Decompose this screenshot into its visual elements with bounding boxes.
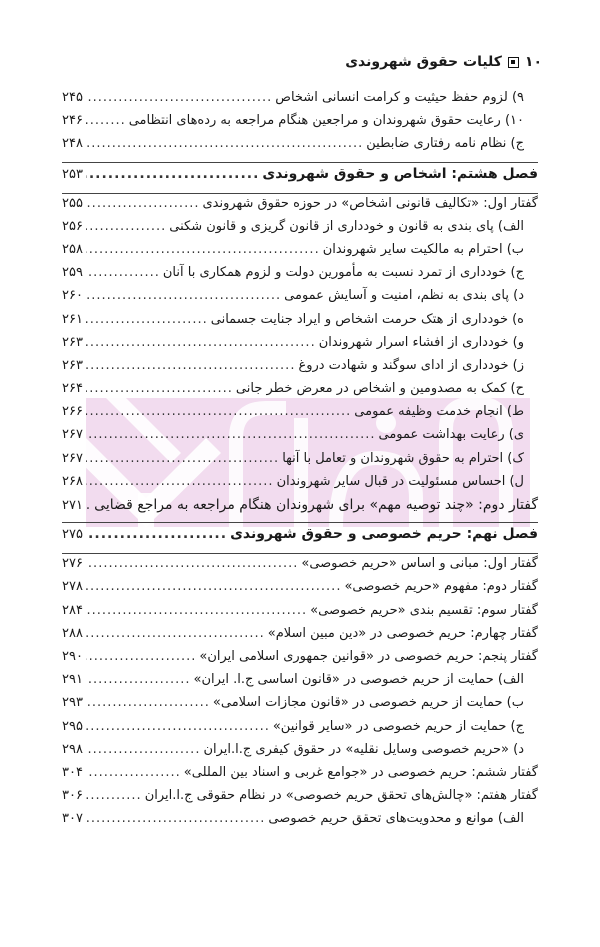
toc-entry[interactable] (62, 404, 538, 427)
toc-entry-page-number: ۲۵۹ (62, 265, 83, 281)
toc-entry-page-number: ۲۶۱ (62, 311, 83, 327)
dot-leader (86, 381, 233, 396)
toc-entry-page-number: ۲۸۴ (62, 602, 83, 618)
toc-entry-page-number: ۲۵۶ (62, 218, 83, 234)
toc-entry[interactable] (62, 649, 538, 672)
dot-leader (86, 196, 200, 211)
toc-entry[interactable] (62, 719, 538, 742)
dot-leader (86, 695, 210, 710)
toc-entry[interactable] (62, 474, 538, 497)
toc-entry[interactable] (62, 196, 538, 219)
toc-entry-title: گفتار اول: «تکالیف قانونی اشخاص» در حوزه حقوق شهروندی (202, 195, 538, 211)
dot-leader (86, 626, 265, 641)
toc-chapter-entry[interactable] (62, 166, 538, 191)
dot-leader (86, 811, 265, 826)
toc-entry-page-number: ۳۰۷ (62, 811, 83, 827)
dot-leader (86, 242, 320, 257)
toc-chapter-entry[interactable] (62, 526, 538, 551)
toc-entry-title: گفتار سوم: تقسیم بندی «حریم خصوصی» (310, 602, 538, 618)
square-target-icon (508, 57, 519, 68)
toc-entry[interactable] (62, 695, 538, 718)
header-page-number: ۱۰ (524, 54, 542, 70)
dot-leader (86, 603, 307, 618)
dot-leader (86, 497, 91, 513)
toc-entry[interactable] (62, 265, 538, 288)
dot-leader (86, 579, 342, 594)
toc-entry[interactable] (62, 811, 538, 834)
toc-entry-title: گفتار پنجم: حریم خصوصی در «قوانین جمهوری اسلامی ایران» (199, 648, 538, 664)
toc-entry-page-number: ۲۹۸ (62, 741, 83, 757)
toc-entry[interactable] (62, 358, 538, 381)
toc-entry-title: ب) احترام به مالکیت سایر شهروندان (322, 241, 524, 257)
dot-leader (86, 219, 166, 234)
toc-entry-page-number: ۲۶۷ (62, 450, 83, 466)
dot-leader (86, 742, 201, 757)
toc-entry[interactable] (62, 626, 538, 649)
toc-entry-page-number: ۲۵۸ (62, 241, 83, 257)
chapter-rule (62, 162, 538, 163)
toc-entry-page-number: ۲۵۳ (62, 166, 83, 182)
dot-leader (86, 719, 270, 734)
toc-entry-title: فصل نهم: حریم خصوصی و حقوق شهروندی (230, 526, 538, 543)
dot-leader (86, 358, 296, 373)
toc-entry[interactable] (62, 765, 538, 788)
dot-leader (86, 404, 351, 419)
toc-entry-page-number: ۲۴۵ (62, 90, 83, 105)
running-header (345, 54, 542, 70)
dot-leader (86, 113, 126, 128)
dot-leader (86, 649, 196, 664)
dot-leader (86, 765, 181, 780)
toc-entry-page-number: ۲۹۳ (62, 695, 83, 711)
toc-entry-title: فصل هشتم: اشخاص و حقوق شهروندی (262, 165, 538, 182)
toc-entry[interactable] (62, 603, 538, 626)
toc-entry[interactable] (62, 451, 538, 474)
toc-entry-page-number: ۲۸۸ (62, 625, 83, 641)
toc-entry-title: و) خودداری از افشاء اسرار شهروندان (318, 334, 524, 350)
toc-entry-title: ج) حمایت از حریم خصوصی در «سایر قوانین» (272, 718, 524, 734)
dot-leader (86, 90, 272, 105)
toc-entry-page-number: ۲۷۸ (62, 579, 83, 595)
toc-entry-title: الف) حمایت از حریم خصوصی در «قانون اساسی ج.ا. ایران» (193, 672, 524, 688)
toc-entry-page-number: ۲۶۶ (62, 404, 83, 420)
dot-leader (86, 265, 160, 280)
toc-entry-page-number: ۲۶۳ (62, 357, 83, 373)
toc-entry-title: ب) حمایت از حریم خصوصی در «قانون مجازات اسلامی» (212, 695, 524, 711)
toc-entry[interactable] (62, 556, 538, 579)
toc-entry-title: ه) خودداری از هتک حرمت اشخاص و ایراد جنایت جسمانی (210, 311, 524, 327)
toc-entry-page-number: ۲۶۰ (62, 288, 83, 304)
toc-entry-page-number: ۲۴۸ (62, 136, 83, 152)
toc-entry[interactable] (62, 219, 538, 242)
header-book-title: کلیات حقوق شهروندی (345, 54, 502, 70)
dot-leader (86, 788, 142, 803)
dot-leader (86, 312, 208, 327)
chapter-rule (62, 522, 538, 523)
dot-leader (86, 166, 259, 182)
toc-entry[interactable] (62, 742, 538, 765)
toc-entry-title: گفتار ششم: حریم خصوصی در «جوامع غربی و اسناد بین المللی» (183, 764, 538, 780)
toc-entry-page-number: ۲۶۷ (62, 427, 83, 443)
toc-entry-title: ج) نظام نامه رفتاری ضابطین (366, 136, 524, 152)
toc-entry-title: الف) موانع و محدویت‌های تحقق حریم خصوصی (268, 811, 524, 827)
toc-entry-title: ۱۰) رعایت حقوق شهروندان و مراجعین هنگام مراجعه به رده‌های انتظامی (128, 113, 524, 129)
toc-entry[interactable] (62, 497, 538, 520)
toc-entry-title: ج) خودداری از تمرد نسبت به مأمورین دولت و لزوم همکاری با آنان (162, 265, 524, 281)
dot-leader (86, 427, 376, 442)
toc-entry-page-number: ۲۶۸ (62, 473, 83, 489)
toc-entry-page-number: ۲۷۵ (62, 527, 83, 543)
toc-entry-title: الف) پای بندی به قانون و خودداری از قانون گریزی و قانون شکنی (169, 218, 524, 234)
chapter-rule (62, 553, 538, 554)
toc-entry[interactable] (62, 312, 538, 335)
toc-entry[interactable] (62, 579, 538, 602)
toc-entry-title: ح) کمک به مصدومین و اشخاص در معرض خطر جانی (235, 381, 524, 397)
dot-leader (86, 335, 316, 350)
toc-entry-page-number: ۲۷۶ (62, 556, 83, 572)
toc-entry[interactable] (62, 427, 538, 450)
toc-entry-title: ک) احترام به حقوق شهروندان و تعامل با آنها (282, 450, 524, 466)
dot-leader (86, 526, 227, 542)
toc-entry-page-number: ۲۹۱ (62, 672, 83, 688)
toc-entry-page-number: ۲۴۶ (62, 113, 83, 129)
toc-entry-page-number: ۲۶۳ (62, 334, 83, 350)
dot-leader (86, 474, 274, 489)
toc-entry-page-number: ۲۵۵ (62, 195, 83, 211)
toc-entry-title: ز) خودداری از ادای سوگند و شهادت دروغ (298, 357, 524, 373)
toc-entry[interactable] (62, 672, 538, 695)
toc-entry-title: گفتار اول: مبانی و اساس «حریم خصوصی» (301, 556, 538, 572)
toc-entry-title: د) «حریم خصوصی وسایل نقلیه» در حقوق کیفری ج.ا.ایران (203, 741, 524, 757)
toc-entry-page-number: ۲۷۱ (62, 498, 83, 513)
toc-entry-page-number: ۲۹۵ (62, 718, 83, 734)
toc-entry[interactable] (62, 788, 538, 811)
toc-entry-title: گفتار دوم: «چند توصیه مهم» برای شهروندان هنگام مراجعه به مراجع قضایی (94, 497, 538, 513)
toc-entry-title: ۹) لزوم حفظ حیثیت و کرامت انسانی اشخاص (275, 90, 524, 105)
toc-entry-page-number: ۲۹۰ (62, 648, 83, 664)
toc-entry[interactable] (62, 288, 538, 311)
toc-entry[interactable] (62, 242, 538, 265)
toc-entry[interactable] (62, 335, 538, 358)
toc-entry-title: گفتار هفتم: «چالش‌های تحقق حریم خصوصی» در نظام حقوقی ج.ا.ایران (144, 788, 538, 804)
toc-entry[interactable] (62, 90, 538, 113)
dot-leader (86, 451, 279, 466)
toc-entry-page-number: ۳۰۴ (62, 764, 83, 780)
dot-leader (86, 672, 191, 687)
toc-entry-title: ی) رعایت بهداشت عمومی (378, 427, 524, 443)
toc-entry[interactable] (62, 113, 538, 136)
toc-entry-title: د) پای بندی به نظم، امنیت و آسایش عمومی (284, 288, 524, 304)
toc-entry[interactable] (62, 381, 538, 404)
chapter-rule (62, 193, 538, 194)
toc-entry-title: ط) انجام خدمت وظیفه عمومی (354, 404, 524, 420)
toc-entry-page-number: ۳۰۶ (62, 788, 83, 804)
dot-leader (86, 556, 298, 571)
dot-leader (86, 288, 281, 303)
table-of-contents (62, 90, 538, 834)
dot-leader (86, 136, 363, 151)
toc-entry[interactable] (62, 136, 538, 159)
toc-entry-title: گفتار دوم: مفهوم «حریم خصوصی» (344, 579, 538, 595)
toc-entry-title: گفتار چهارم: حریم خصوصی در «دین مبین اسلام» (267, 625, 538, 641)
toc-entry-title: ل) احساس مسئولیت در قبال سایر شهروندان (276, 473, 524, 489)
toc-entry-page-number: ۲۶۴ (62, 381, 83, 397)
